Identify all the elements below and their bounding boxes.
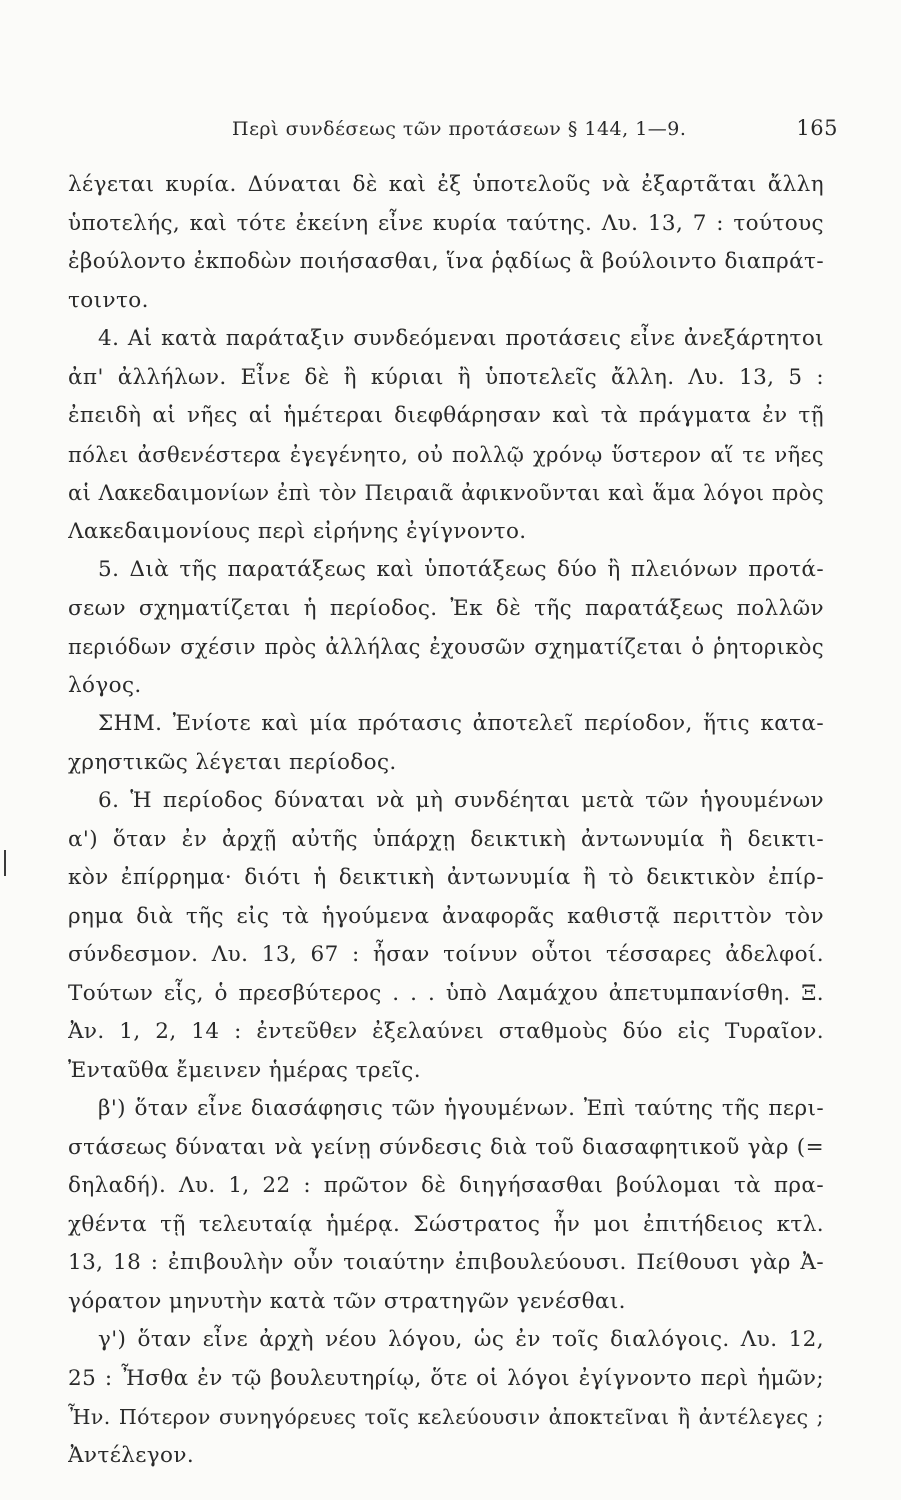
text-line: κὸν ἐπίρρημα· διότι ἡ δεικτικὴ ἀντωνυμία ἢ τὸ δεικτικὸν ἐπίρ- bbox=[68, 865, 824, 890]
text-line: ἐπειδὴ αἱ νῆες αἱ ἡμέτεραι διεφθάρησαν καὶ τὰ πράγματα ἐν τῇ bbox=[68, 403, 824, 428]
text-line: στάσεως δύναται νὰ γείνῃ σύνδεσις διὰ τοῦ διασαφητικοῦ γὰρ (= bbox=[68, 1134, 824, 1160]
text-line: Ἦν. Πότερον συνηγόρευες τοῖς κελεύουσιν ἀποκτεῖναι ἢ ἀντέλεγες ; bbox=[68, 1405, 824, 1429]
text-line: αἱ Λακεδαιμονίων ἐπὶ τὸν Πειραιᾶ ἀφικνοῦνται καὶ ἅμα λόγοι πρὸς bbox=[68, 481, 824, 505]
text-line: γόρατον μηνυτὴν κατὰ τῶν στρατηγῶν γενέσθαι. bbox=[68, 1288, 626, 1314]
text-line: τοιντο. bbox=[68, 287, 149, 313]
text-line: σύνδεσμον. Λυ. 13, 67 : ἦσαν τοίνυν οὗτοι τέσσαρες ἀδελφοί. bbox=[68, 942, 824, 967]
page-number: 165 bbox=[796, 116, 838, 140]
text-line: Ἐνταῦθα ἔμεινεν ἡμέρας τρεῖς. bbox=[68, 1057, 421, 1083]
page-header bbox=[60, 112, 838, 146]
text-line: περιόδων σχέσιν πρὸς ἀλλήλας ἐχουσῶν σχηματίζεται ὁ ῥητορικὸς bbox=[68, 635, 824, 659]
paragraph-6-start: 6. Ἡ περίοδος δύναται νὰ μὴ συνδέηται μετὰ τῶν ἡγουμένων bbox=[98, 788, 824, 813]
text-line: Ἀν. 1, 2, 14 : ἐντεῦθεν ἐξελαύνει σταθμοὺς δύο εἰς Τυραῖον. bbox=[68, 1019, 824, 1044]
text-line: λέγεται κυρία. Δύναται δὲ καὶ ἐξ ὑποτελοῦς νὰ ἐξαρτᾶται ἄλλη bbox=[68, 172, 824, 197]
text-line: ὑποτελής, καὶ τότε ἐκείνη εἶνε κυρία ταύτης. Λυ. 13, 7 : τούτους bbox=[68, 210, 824, 236]
text-line: χρηστικῶς λέγεται περίοδος. bbox=[68, 749, 397, 775]
text-line: ρημα διὰ τῆς εἰς τὰ ἡγούμενα ἀναφορᾶς καθιστᾷ περιττὸν τὸν bbox=[68, 903, 824, 929]
text-line: ἀπ' ἀλλήλων. Εἶνε δὲ ἢ κύριαι ἢ ὑποτελεῖς ἄλλη. Λυ. 13, 5 : bbox=[68, 364, 824, 390]
text-line: 13, 18 : ἐπιβουλὴν οὖν τοιαύτην ἐπιβουλεύουσι. Πείθουσι γὰρ Ἀ- bbox=[68, 1250, 824, 1275]
text-line: λόγος. bbox=[68, 672, 142, 698]
text-line: δηλαδή). Λυ. 1, 22 : πρῶτον δὲ διηγήσασθαι βούλομαι τὰ πρα- bbox=[68, 1173, 824, 1198]
running-title: Περὶ συνδέσεως τῶν προτάσεων § 144, 1—9. bbox=[232, 118, 687, 140]
subparagraph-b-start: β') ὅταν εἶνε διασάφησις τῶν ἡγουμένων. Ἐπὶ ταύτης τῆς περι- bbox=[98, 1096, 824, 1121]
subparagraph-c-start: γ') ὅταν εἶνε ἀρχὴ νέου λόγου, ὡς ἐν τοῖς διαλόγοις. Λυ. 12, bbox=[98, 1327, 824, 1352]
body-text bbox=[68, 166, 824, 1475]
text-line: ἐβούλοντο ἐκποδὼν ποιήσασθαι, ἵνα ῥᾳδίως ἃ βούλοιντο διαπράτ- bbox=[68, 249, 824, 274]
text-line: πόλει ἀσθενέστερα ἐγεγένητο, οὐ πολλῷ χρόνῳ ὕστερον αἵ τε νῆες bbox=[68, 442, 824, 467]
text-line: σεων σχηματίζεται ἡ περίοδος. Ἐκ δὲ τῆς παρατάξεως πολλῶν bbox=[68, 595, 824, 621]
text-line: Λακεδαιμονίους περὶ εἰρήνης ἐγίγνοντο. bbox=[68, 518, 527, 544]
text-line: Ἀντέλεγον. bbox=[68, 1442, 195, 1468]
text-line: 25 : Ἦσθα ἐν τῷ βουλευτηρίῳ, ὅτε οἱ λόγοι ἐγίγνοντο περὶ ἡμῶν; bbox=[68, 1365, 824, 1391]
text-line: χθέντα τῇ τελευταίᾳ ἡμέρᾳ. Σώστρατος ἦν μοι ἐπιτήδειος κτλ. bbox=[68, 1211, 824, 1237]
paragraph-4-start: 4. Αἱ κατὰ παράταξιν συνδεόμεναι προτάσεις εἶνε ἀνεξάρτητοι bbox=[98, 326, 824, 351]
text-line: α') ὅταν ἐν ἀρχῇ αὐτῆς ὑπάρχῃ δεικτικὴ ἀντωνυμία ἢ δεικτι- bbox=[68, 826, 824, 852]
note-start: ΣΗΜ. Ἐνίοτε καὶ μία πρότασις ἀποτελεῖ περίοδον, ἥτις κατα- bbox=[98, 711, 824, 736]
text-line: Τούτων εἷς, ὁ πρεσβύτερος . . . ὑπὸ Λαμάχου ἀπετυμπανίσθη. Ξ. bbox=[68, 980, 824, 1006]
margin-mark bbox=[4, 850, 6, 876]
paragraph-5-start: 5. Διὰ τῆς παρατάξεως καὶ ὑποτάξεως δύο ἢ πλειόνων προτά- bbox=[98, 557, 824, 582]
